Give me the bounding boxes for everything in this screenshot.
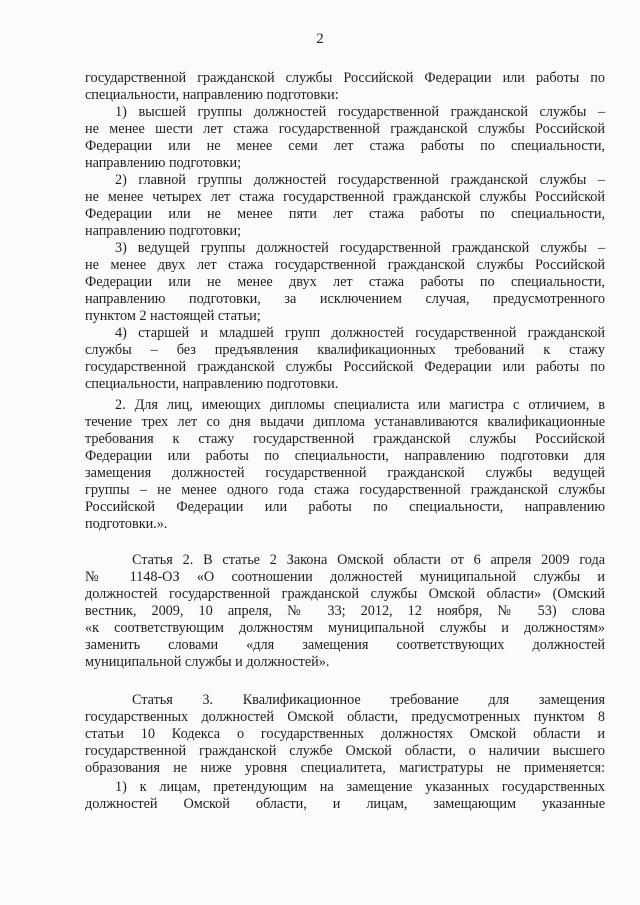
text-line: 3) ведущей группы должностей государственной гражданской службы – (115, 240, 605, 256)
text-line: Российской Федерации или работы по специальности, направлению (85, 499, 605, 515)
text-line: специальности, направлению подготовки: (85, 87, 339, 103)
text-line: Статья 2. В статье 2 Закона Омской области от 6 апреля 2009 года (132, 552, 605, 568)
text-line: группы – не менее одного года стажа государственной гражданской службы (85, 482, 605, 498)
text-line: специальности, направлению подготовки. (85, 376, 339, 392)
text-line: должностей Омской области, и лицам, замещающим указанные (85, 796, 605, 812)
text-line: статьи 10 Кодекса о государственных должностях Омской области и (85, 726, 605, 742)
text-line: Федерации или не менее двух лет стажа работы по специальности, (85, 274, 605, 290)
text-line: 4) старшей и младшей групп должностей государственной гражданской (115, 325, 605, 341)
text-line: государственной гражданской службы Российской Федерации или работы по (85, 70, 605, 86)
text-line: Федерации или не менее семи лет стажа работы по специальности, (85, 138, 605, 154)
text-line: направлению подготовки; (85, 155, 242, 171)
text-line: 2) главной группы должностей государственной гражданской службы – (115, 172, 605, 188)
text-line: не менее шести лет стажа государственной гражданской службы Российской (85, 121, 605, 137)
text-line: № 1148-ОЗ «О соотношении должностей муниципальной службы и (85, 569, 605, 585)
text-line: «к соответствующим должностям муниципальной службы и должностям» (85, 620, 605, 636)
text-line: муниципальной службы и должностей». (85, 654, 330, 670)
text-line: 2. Для лиц, имеющих дипломы специалиста или магистра с отличием, в (115, 397, 605, 413)
text-line: направлению подготовки, за исключением случая, предусмотренного (85, 291, 605, 307)
text-line: должностей государственной гражданской службы Омской области» (Омский (85, 586, 605, 602)
text-line: образования не ниже уровня специалитета, магистратуры не применяется: (85, 760, 605, 776)
text-line: замещения должностей государственной гражданской службы ведущей (85, 465, 605, 481)
text-line: не менее четырех лет стажа государственной гражданской службы Российской (85, 189, 605, 205)
text-line: службы – без предъявления квалификационных требований к стажу (85, 342, 605, 358)
text-line: направлению подготовки; (85, 223, 242, 239)
text-line: государственной гражданской службе Омской области, о наличии высшего (85, 743, 605, 759)
text-line: подготовки.». (85, 516, 168, 532)
text-line: вестник, 2009, 10 апреля, № 33; 2012, 12 ноября, № 53) слова (85, 603, 605, 619)
text-line: Федерации или не менее пяти лет стажа работы по специальности, (85, 206, 605, 222)
text-line: 1) высшей группы должностей государственной гражданской службы – (115, 104, 605, 120)
text-line: требования к стажу государственной гражданской службы Российской (85, 431, 605, 447)
text-line: Статья 3. Квалификационное требование для замещения (132, 692, 605, 708)
text-line: государственных должностей Омской области, предусмотренных пунктом 8 (85, 709, 605, 725)
text-line: заменить словами «для замещения соответствующих должностей (85, 637, 605, 653)
text-line: Федерации или работы по специальности, направлению подготовки для (85, 448, 605, 464)
text-line: 1) к лицам, претендующим на замещение указанных государственных (115, 779, 605, 795)
page-number: 2 (316, 31, 324, 47)
text-line: государственной гражданской службы Российской Федерации или работы по (85, 359, 605, 375)
text-line: пунктом 2 настоящей статьи; (85, 308, 261, 324)
text-line: не менее двух лет стажа государственной гражданской службы Российской (85, 257, 605, 273)
text-line: течение трех лет со дня выдачи диплома устанавливаются квалификационные (85, 414, 605, 430)
